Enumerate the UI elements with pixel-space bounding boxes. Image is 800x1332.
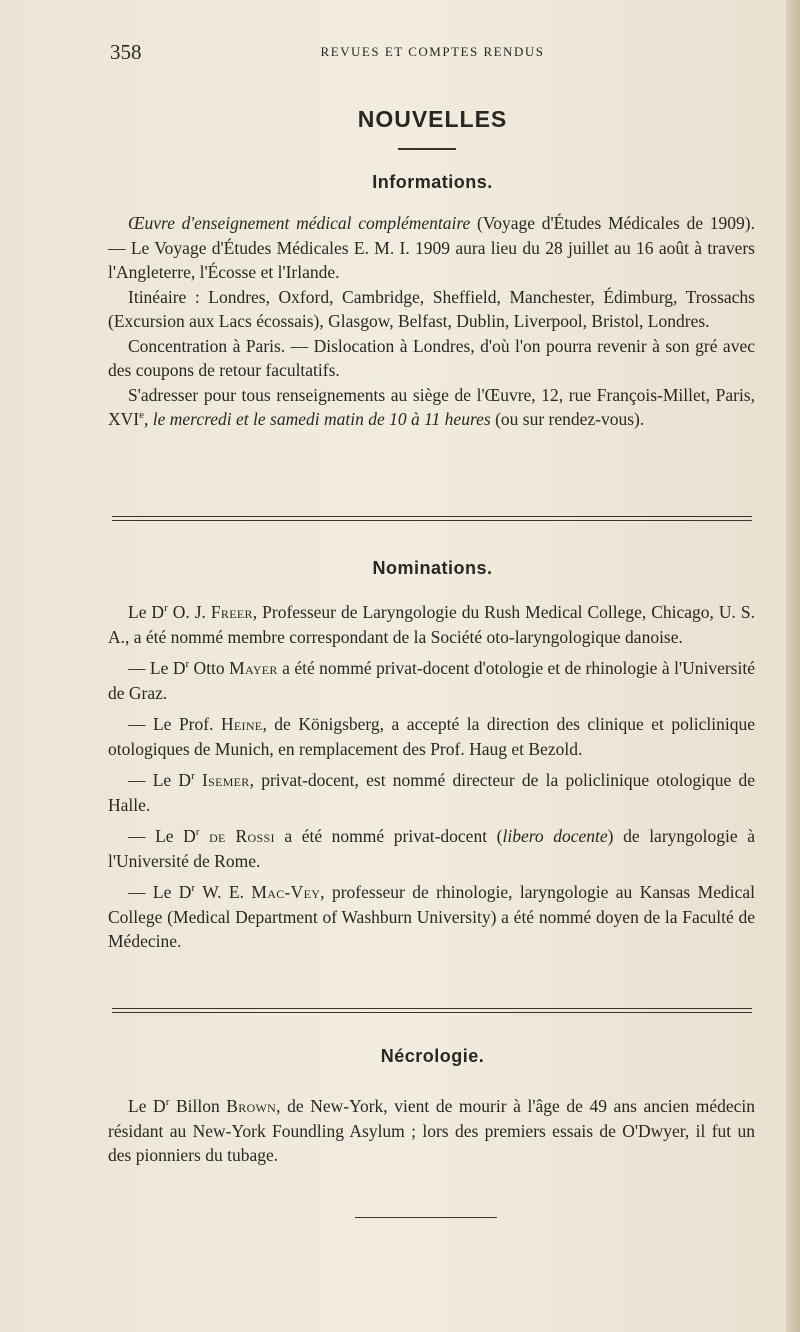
title-rule: [398, 148, 456, 150]
contact-sup: e: [139, 409, 144, 422]
person-name: Heine: [220, 714, 263, 734]
page-edge: [786, 0, 800, 1332]
informations-paragraph: [108, 211, 755, 285]
nominations-title: Nominations.: [372, 558, 493, 578]
contact-hours: le mercredi et le samedi matin de 10 à 11 heures: [152, 409, 491, 429]
informations-itinerary: Itinéaire : Londres, Oxford, Cambridge, Sheffield, Manchester, Édimburg, Trossachs (Excursion aux Lacs écossais), Glasgow, Belfast, Dublin, Liverpool, Bristol, Londres.: [108, 286, 755, 331]
nomination-item: — Le $D^r$ Otto Mayer a été nommé privat-docent d'otologie et de rhinologie à l'Université de Graz.: [108, 658, 755, 703]
main-title: NOUVELLES: [357, 106, 508, 132]
necrologie-title: Nécrologie.: [380, 1046, 485, 1066]
nominations-section: [108, 600, 755, 954]
informations-section: [108, 211, 755, 432]
person-name: Freer: [210, 602, 253, 622]
necrologie-section: [108, 1094, 755, 1168]
nomination-item: — Le $D^r$ W. E. Mac-Vey, professeur de rhinologie, laryngologie au Kansas Medical College (Medical Department of Washburn University) a été nommé doyen de la Faculté de Médecine.: [108, 882, 755, 951]
informations-p1-italic: Œuvre d'enseignement médical complémentaire: [128, 213, 471, 233]
end-rule: [355, 1217, 497, 1218]
nomination-item: — Le $D^r$ Isemer, privat-docent, est nommé directeur de la policlinique otologique de Halle.: [108, 770, 755, 815]
section-rule: [112, 516, 752, 521]
contact-text-b: ,: [144, 409, 153, 429]
section-rule: [112, 1008, 752, 1013]
running-head: [110, 40, 755, 64]
informations-p1-rest: (Voyage d'Études Médicales de 1909). — Le Voyage d'Études Médicales E. M. I. 1909 aura lieu du 28 juillet au 16 août à travers l'Angleterre, l'Écosse et l'Irlande.: [108, 213, 755, 282]
informations-title: Informations.: [372, 172, 493, 192]
necrologie-paragraph: Le $D^r$ Billon Brown, de New-York, vient de mourir à l'âge de 49 ans ancien médecin résidant au New-York Foundling Asylum ; lors des premiers essais de O'Dwyer, il fut un des pionniers du tubage.: [108, 1096, 755, 1165]
running-title: REVUES ET COMPTES RENDUS: [320, 44, 545, 59]
informations-concentration: Concentration à Paris. — Dislocation à Londres, d'où l'on pourra revenir à son gré avec des coupons de retour facultatifs.: [108, 335, 755, 380]
person-name: Brown: [226, 1096, 277, 1116]
person-name: Mayer: [229, 658, 278, 678]
contact-text-a: S'adresser pour tous renseignements au siège de l'Œuvre, 12, rue François-Millet, Paris, XVI: [108, 384, 755, 429]
contact-text-c: (ou sur rendez-vous).: [490, 409, 645, 429]
nomination-item: — Le $D^r$ de Rossi a été nommé privat-docent (libero docente) de laryngologie à l'Université de Rome.: [108, 826, 755, 871]
nomination-item: Le $D^r$ O. J. Freer, Professeur de Laryngologie du Rush Medical College, Chicago, U. S. A., a été nommé membre correspondant de la Société oto-laryngologique danoise.: [108, 602, 755, 647]
person-name: Mac-Vey: [251, 882, 321, 902]
person-name: Isemer: [201, 770, 250, 790]
informations-contact: [108, 383, 755, 432]
page-number: 358: [110, 40, 142, 64]
person-name: de Rossi: [209, 826, 275, 846]
nomination-item: — Le Prof. Heine, de Königsberg, a accepté la direction des clinique et policlinique otologiques de Munich, en remplacement des Prof. Haug et Bezold.: [108, 714, 755, 759]
